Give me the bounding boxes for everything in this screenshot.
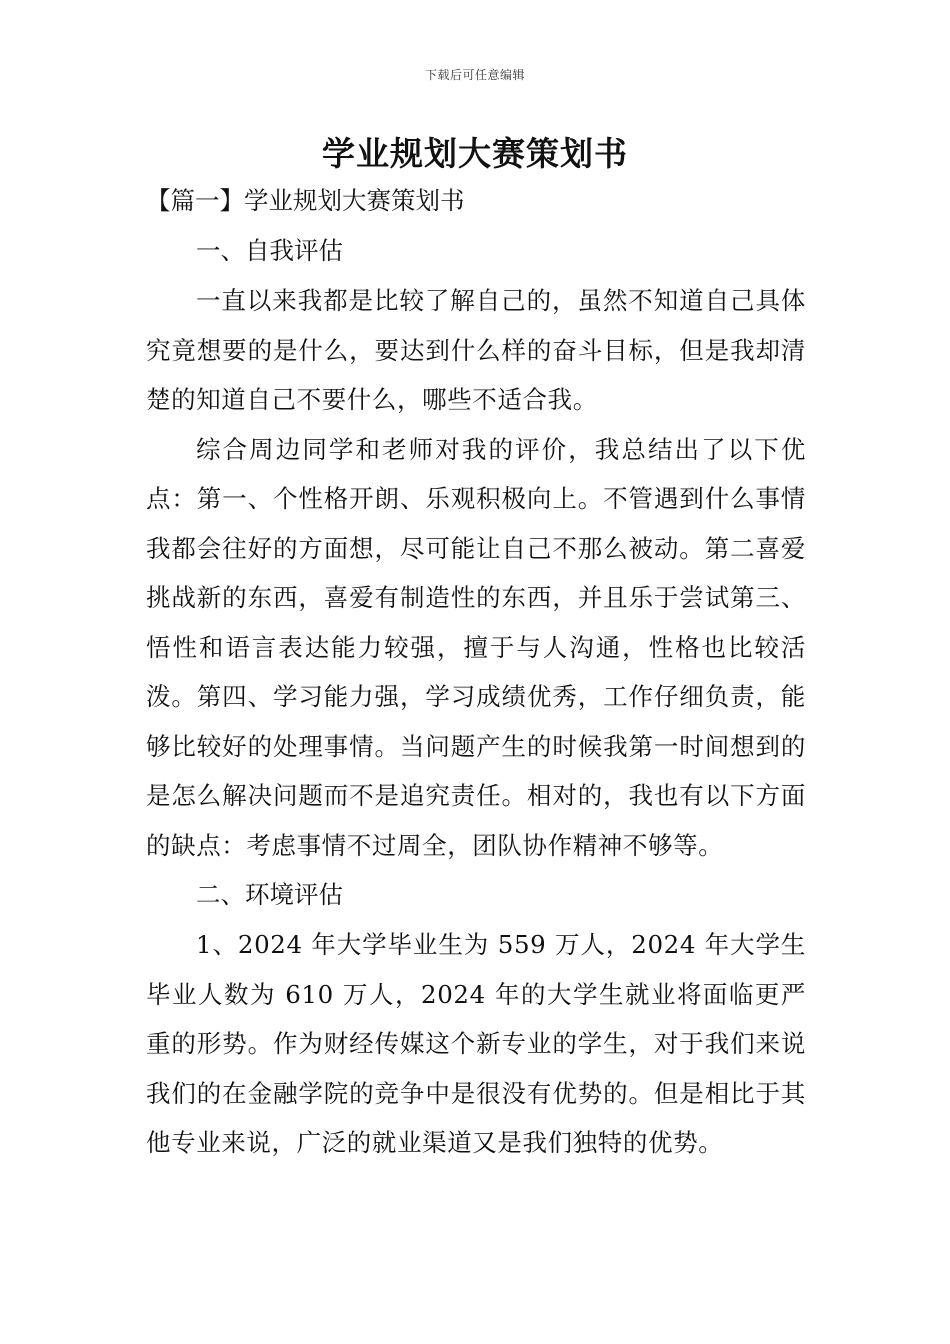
section-heading: 一、自我评估	[196, 236, 343, 265]
paragraph: 综合周边同学和老师对我的评价，我总结出了以下优点：第一、个性格开朗、乐观积极向上。不管遇到什么事情我都会往好的方面想，尽可能让自己不那么被动。第二喜爱挑战新的东西，喜爱有制造性的东西，并且乐于尝试第三、悟性和语言表达能力较强，擅于与人沟通，性格也比较活泼。第四、学习能力强，学习成绩优秀，工作仔细负责，能够比较好的处理事情。当问题产生的时候我第一时间想到的是怎么解决问题而不是追究责任。相对的，我也有以下方面的缺点：考虑事情不过周全，团队协作精神不够等。	[146, 434, 806, 860]
document-title: 学业规划大赛策划书	[322, 134, 628, 173]
document-body	[146, 176, 806, 1168]
paragraph: 一直以来我都是比较了解自己的，虽然不知道自己具体究竟想要的是什么，要达到什么样的奋斗目标，但是我却清楚的知道自己不要什么，哪些不适合我。	[146, 286, 806, 414]
paragraph: 1、2024 年大学毕业生为 559 万人，2024 年大学生毕业人数为 610 万人，2024 年的大学生就业将面临更严重的形势。作为财经传媒这个新专业的学生，对于我们来说我们的在金融学院的竞争中是很没有优势的。但是相比于其他专业来说，广泛的就业渠道又是我们独特的优势。	[146, 930, 806, 1157]
header-note: 下载后可任意编辑	[424, 68, 525, 82]
article-heading: 【篇一】学业规划大赛策划书	[146, 186, 465, 215]
section-heading: 二、环境评估	[196, 880, 343, 909]
